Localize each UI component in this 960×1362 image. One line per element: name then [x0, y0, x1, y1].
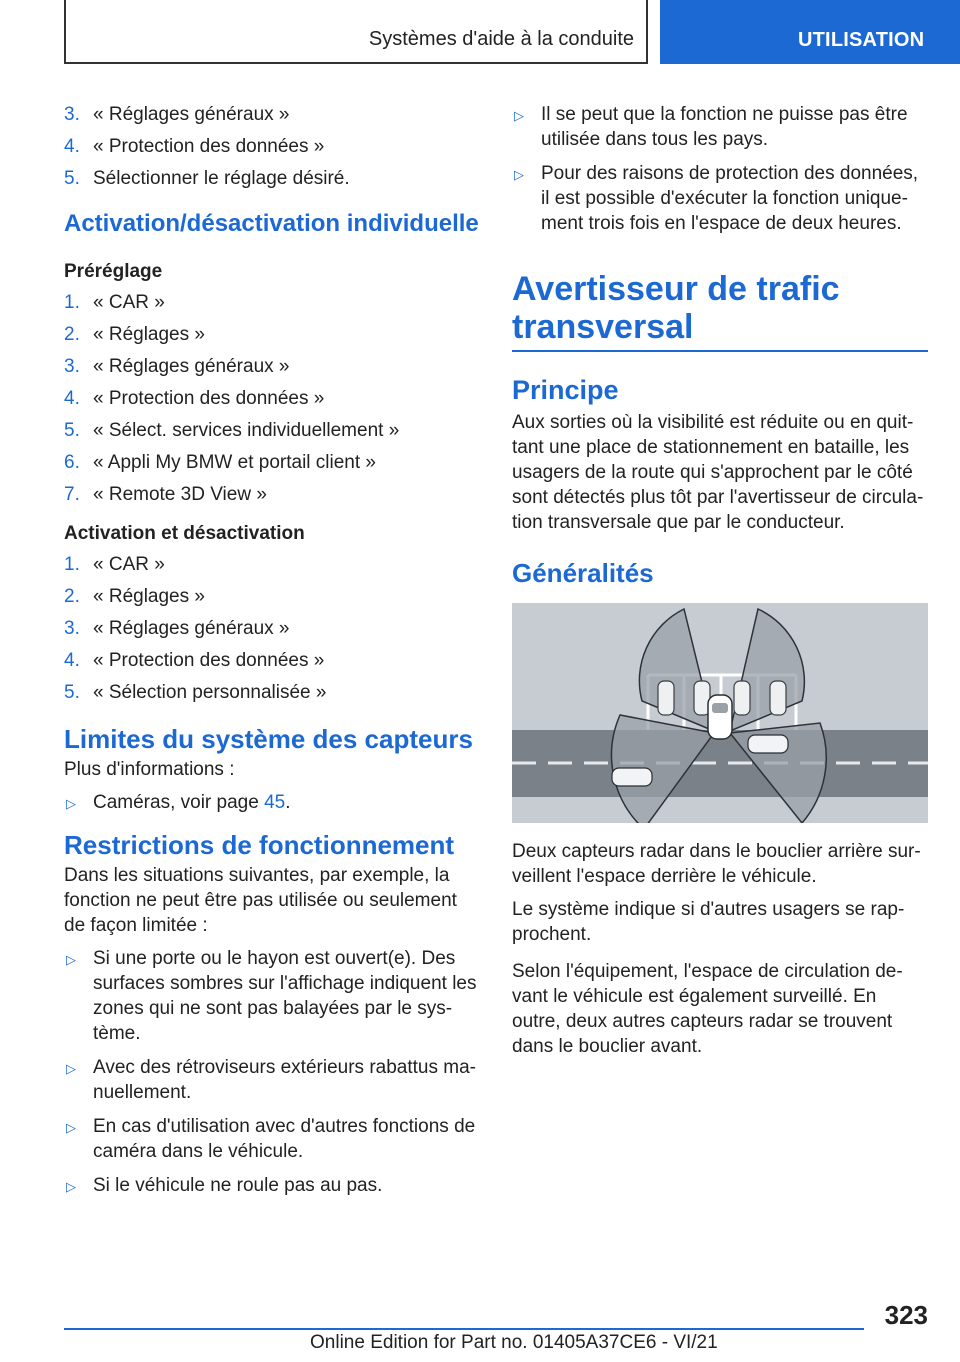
list-item: ▷ Il se peut que la fonction ne puisse pas être utilisée dans tous les pays. [514, 104, 908, 150]
list-item: 1. « CAR » [64, 554, 165, 575]
principe-text: Aux sorties où la visibilité est réduite ou en quittant une place de stationnement en bataille, les usagers de la route qui s'approchent par le côté sont détectés plus tôt par l'avertisseur de circulation transversale que par le conducteur. [512, 412, 924, 533]
left-column [64, 102, 480, 1207]
heading-activation-individuelle: Activation/désactivation individuelle [64, 210, 479, 237]
heading-avertisseur-trafic: Avertisseur de trafic transversal [512, 270, 840, 346]
list-item: 5. « Sélection personnalisée » [64, 682, 327, 703]
list-item: 3. « Réglages généraux » [64, 104, 290, 125]
cross-traffic-illustration [512, 603, 928, 823]
triangle-bullet-icon: ▷ [66, 952, 76, 967]
list-item: ▷ Si une porte ou le hayon est ouvert(e). Des surfaces sombres sur l'affichage indiquent les zones qui ne sont pas balayées par le système. [66, 948, 477, 1044]
list-item: 4. « Protection des données » [64, 136, 325, 157]
triangle-bullet-icon: ▷ [66, 1179, 76, 1194]
restrictions-intro: Dans les situations suivantes, par exemple, la fonction ne peut être pas utilisée ou seulement de façon limitée : [64, 865, 457, 936]
activation-steps-list [64, 552, 480, 705]
list-item: 4. « Protection des données » [64, 388, 325, 409]
heading-generalites: Généralités [512, 558, 654, 588]
heading-principe: Principe [512, 375, 619, 405]
heading-prereglage: Préréglage [64, 261, 163, 282]
list-item: ▷ Avec des rétroviseurs extérieurs rabattus manuellement. [66, 1057, 476, 1103]
footer-rule [64, 1328, 864, 1330]
limites-intro: Plus d'informations : [64, 759, 235, 780]
triangle-bullet-icon: ▷ [514, 167, 524, 182]
list-item: 1. « CAR » [64, 292, 165, 313]
paragraph-radar-arriere: Deux capteurs radar dans le bouclier arrière surveillent l'espace derrière le véhicule. [512, 841, 921, 887]
country-privacy-bullets [512, 102, 928, 236]
heading-rule [512, 350, 928, 352]
restrictions-bullets [64, 946, 480, 1198]
triangle-bullet-icon: ▷ [66, 796, 76, 811]
list-item: 3. « Réglages généraux » [64, 618, 290, 639]
heading-limites-capteurs: Limites du système des capteurs [64, 724, 473, 754]
page-link-45[interactable]: 45 [264, 792, 286, 813]
triangle-bullet-icon: ▷ [514, 108, 524, 123]
list-item: ▷ Pour des raisons de protection des données, il est possible d'exécuter la fonction uniquement trois fois en l'espace de deux heures. [514, 163, 919, 234]
list-item: 6. « Appli My BMW et portail client » [64, 452, 376, 473]
list-item: 5. Sélectionner le réglage désiré. [64, 168, 350, 189]
chapter-tab-label: UTILISATION [798, 29, 925, 51]
page-number: 323 [884, 1300, 928, 1330]
triangle-bullet-icon: ▷ [66, 1061, 76, 1076]
heading-activation-desactivation: Activation et désactivation [64, 523, 305, 544]
list-item: 3. « Réglages généraux » [64, 356, 290, 377]
header-section-box [64, 0, 648, 64]
limites-bullets [64, 790, 480, 815]
top-steps-list [64, 102, 480, 191]
prereglage-steps-list [64, 290, 480, 507]
list-item: 7. « Remote 3D View » [64, 484, 267, 505]
list-item: 4. « Protection des données » [64, 650, 325, 671]
right-column [512, 102, 928, 1059]
chapter-tab[interactable] [660, 0, 960, 64]
heading-restrictions: Restrictions de fonctionnement [64, 830, 455, 860]
list-item: ▷ Caméras, voir page 45. [64, 790, 480, 815]
footer-edition: Online Edition for Part no. 01405A37CE6 - VI/21 [310, 1332, 718, 1353]
list-item: ▷ En cas d'utilisation avec d'autres fonctions de caméra dans le véhicule. [66, 1116, 476, 1162]
list-item: 2. « Réglages » [64, 586, 205, 607]
triangle-bullet-icon: ▷ [66, 1120, 76, 1135]
list-item: 5. « Sélect. services individuellement » [64, 420, 400, 441]
paragraph-avant: Selon l'équipement, l'espace de circulation devant le véhicule est également surveillé. En outre, deux autres capteurs radar se trouvent dans le bouclier avant. [512, 961, 903, 1057]
section-title: Systèmes d'aide à la conduite [368, 28, 634, 50]
list-item: ▷ Si le véhicule ne roule pas au pas. [64, 1173, 480, 1198]
paragraph-indication: Le système indique si d'autres usagers se rapprochent. [512, 899, 905, 945]
list-item: 2. « Réglages » [64, 324, 205, 345]
